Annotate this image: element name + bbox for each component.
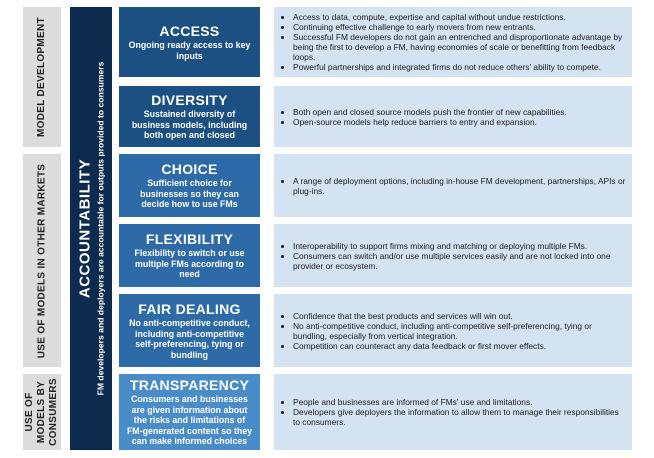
bullet: • Competition can counteract any data feedback or first mover effects. bbox=[293, 341, 626, 351]
bullet: • Successful FM developers do not gain an entrenched and disproportionate advantage by being the first to develop a FM, having economies of scale or benefitting from feedback loops. bbox=[293, 32, 626, 62]
principle-fair-dealing bbox=[119, 294, 260, 367]
principle-subtitle: Flexibility to switch or use multiple FMs according to need bbox=[134, 248, 245, 280]
bullet: • No anti-competitive conduct, including anti-competitive self-preferencing, tying or bundling, especially from vertical integration. bbox=[293, 321, 626, 341]
principle-access-details bbox=[274, 7, 632, 77]
principle-fair-dealing-details bbox=[274, 294, 632, 367]
principle-flexibility-details bbox=[274, 224, 632, 287]
bullet: • Powerful partnerships and integrated firms do not reduce others' ability to compete. bbox=[293, 62, 626, 72]
principle-flexibility bbox=[119, 224, 260, 287]
principle-subtitle: Sustained diversity of business models, including both open and closed bbox=[131, 109, 248, 141]
category-label: USE OF MODELS IN OTHER MARKETS bbox=[36, 163, 47, 358]
accountability-text bbox=[77, 62, 106, 396]
principle-subtitle: No anti-competitive conduct, including anti-competitive self-preferencing, tying or bundling bbox=[129, 318, 250, 360]
accountability-subtitle: FM developers and deployers are accountable for outputs provided to consumers bbox=[95, 61, 106, 396]
category-label-line: MODELS BY bbox=[36, 380, 47, 444]
principle-diversity bbox=[119, 86, 260, 147]
bullet: • Both open and closed source models push the frontier of new capabilities. bbox=[293, 107, 626, 117]
accountability-bar bbox=[70, 7, 112, 450]
principle-title: DIVERSITY bbox=[151, 92, 228, 109]
principle-title: FLEXIBILITY bbox=[145, 231, 234, 248]
bullet: • Open-source models help reduce barriers to entry and expansion. bbox=[293, 117, 626, 127]
category-by-consumers bbox=[23, 374, 61, 450]
principle-access bbox=[119, 7, 260, 77]
bullet: • People and businesses are informed of FMs' use and limitations. bbox=[293, 397, 626, 407]
principle-transparency-details bbox=[274, 374, 632, 450]
principle-choice bbox=[119, 154, 260, 217]
bullet: • Interoperability to support firms mixing and matching or deploying multiple FMs. bbox=[293, 241, 626, 251]
bullet: • A range of deployment options, including in-house FM development, partnerships, APIs or plug-ins. bbox=[293, 176, 626, 196]
principle-subtitle: Consumers and businesses are given information about the risks and limitations of FM-generated content so they can make informed choices bbox=[126, 394, 253, 447]
category-label-line: CONSUMERS bbox=[48, 378, 59, 446]
principle-title: ACCESS bbox=[159, 23, 220, 39]
category-label-line: USE OF bbox=[24, 392, 35, 432]
category-other-markets bbox=[23, 154, 61, 367]
principle-choice-details bbox=[274, 154, 632, 217]
accountability-title: ACCOUNTABILITY bbox=[76, 158, 94, 299]
principle-title: TRANSPARENCY bbox=[129, 377, 250, 394]
bullet: • Developers give deployers the information to allow them to manage their responsibilities to consumers. bbox=[293, 407, 626, 427]
principle-subtitle: Ongoing ready access to key inputs bbox=[128, 40, 251, 61]
principle-title: CHOICE bbox=[161, 161, 218, 178]
category-label: MODEL DEVELOPMENT bbox=[36, 17, 47, 137]
principle-transparency bbox=[119, 374, 260, 450]
bullet: • Confidence that the best products and services will win out. bbox=[293, 311, 626, 321]
bullet: • Continuing effective challenge to early movers from new entrants. bbox=[293, 22, 626, 32]
bullet: • Access to data, compute, expertise and capital without undue restrictions. bbox=[293, 12, 626, 22]
category-label-group bbox=[24, 378, 60, 446]
principle-title: FAIR DEALING bbox=[138, 301, 241, 317]
category-model-development bbox=[23, 7, 61, 147]
principle-diversity-details bbox=[274, 86, 632, 147]
bullet: • Consumers can switch and/or use multiple services easily and are not locked into one provider or ecosystem. bbox=[293, 251, 626, 271]
principle-subtitle: Sufficient choice for businesses so they can decide how to use FMs bbox=[140, 178, 239, 210]
